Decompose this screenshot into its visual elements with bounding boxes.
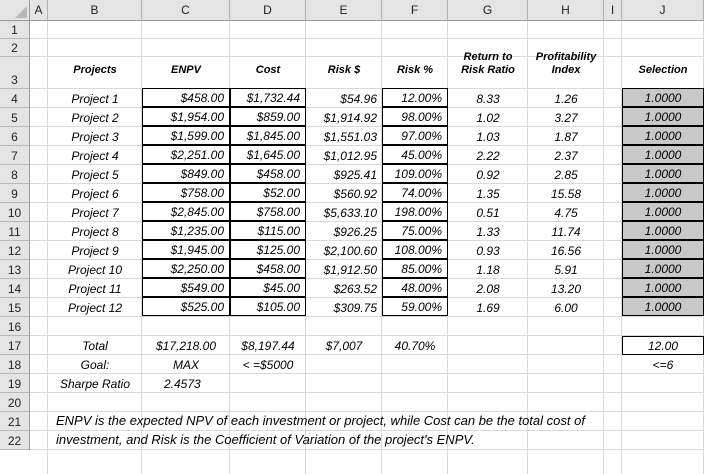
row-header-18[interactable]: 18 <box>0 355 30 374</box>
return-to-risk-ratio-cell[interactable]: 0.93 <box>476 243 500 258</box>
cost-cell[interactable]: $1,645.00 <box>230 145 306 164</box>
profitability-index-cell[interactable]: 15.58 <box>550 186 582 201</box>
enpv-cell[interactable]: $525.00 <box>142 297 230 316</box>
risk-dollar-cell[interactable]: $560.92 <box>333 186 377 201</box>
total-cost[interactable]: $8,197.44 <box>241 338 295 353</box>
risk-pct-cell[interactable]: 75.00% <box>382 221 448 240</box>
profitability-index-cell[interactable]: 5.91 <box>554 262 578 277</box>
risk-pct-cell[interactable]: 74.00% <box>382 183 448 202</box>
risk-pct-cell[interactable]: 48.00% <box>382 278 448 297</box>
gridline-horizontal <box>30 449 704 450</box>
project-name-cell[interactable]: Project 7 <box>71 205 119 220</box>
gridline-horizontal <box>30 411 704 412</box>
row-header-16[interactable]: 16 <box>0 317 30 336</box>
risk-dollar-cell[interactable]: $263.52 <box>333 281 377 296</box>
header-selection[interactable]: Selection <box>638 64 688 76</box>
column-header-j[interactable]: J <box>622 0 704 21</box>
selection-cell[interactable]: 1.0000 <box>622 164 704 183</box>
risk-dollar-cell[interactable]: $1,551.03 <box>323 129 377 144</box>
selection-cell[interactable]: 1.0000 <box>622 202 704 221</box>
header-return-to-risk-ratio[interactable] <box>448 41 528 87</box>
risk-pct-cell[interactable]: 109.00% <box>382 164 448 183</box>
project-name-cell[interactable]: Project 3 <box>71 129 119 144</box>
project-name-cell[interactable]: Project 9 <box>71 243 119 258</box>
return-to-risk-ratio-cell[interactable]: 1.18 <box>476 262 500 277</box>
risk-pct-cell[interactable]: 59.00% <box>382 297 448 316</box>
return-to-risk-ratio-cell[interactable]: 1.02 <box>476 110 500 125</box>
cost-cell[interactable]: $758.00 <box>230 202 306 221</box>
row-header-3[interactable]: 3 <box>0 57 30 89</box>
enpv-cell[interactable]: $549.00 <box>142 278 230 297</box>
profitability-index-cell[interactable]: 1.26 <box>554 91 578 106</box>
select-all-corner[interactable] <box>0 0 30 21</box>
project-name-cell[interactable]: Project 2 <box>71 110 119 125</box>
column-header-f[interactable]: F <box>382 0 448 21</box>
row-header-21[interactable]: 21 <box>0 412 30 431</box>
project-name-cell[interactable]: Project 10 <box>67 262 123 277</box>
header-profitability-index-line1: Profitability <box>535 51 597 63</box>
header-risk-pct[interactable]: Risk % <box>396 64 434 76</box>
profitability-index-cell[interactable]: 16.56 <box>550 243 582 258</box>
cost-cell[interactable]: $1,845.00 <box>230 126 306 145</box>
return-to-risk-ratio-cell[interactable]: 1.69 <box>476 300 500 315</box>
row-header-14[interactable]: 14 <box>0 279 30 298</box>
row-header-9[interactable]: 9 <box>0 184 30 203</box>
goal-label[interactable]: Goal: <box>80 357 110 372</box>
profitability-index-cell[interactable]: 2.85 <box>554 167 578 182</box>
enpv-cell[interactable]: $2,250.00 <box>142 259 230 278</box>
enpv-cell[interactable]: $758.00 <box>142 183 230 202</box>
selection-cell[interactable]: 1.0000 <box>622 240 704 259</box>
header-profitability-index-line2: Index <box>551 64 581 76</box>
project-name-cell[interactable]: Project 4 <box>71 148 119 163</box>
cost-cell[interactable]: $105.00 <box>230 297 306 316</box>
column-header-e[interactable]: E <box>306 0 382 21</box>
note-line-2: investment, and Risk is the Coefficient of Variation of the project's ENPV. <box>56 432 475 447</box>
total-risk-pct[interactable]: 40.70% <box>394 338 436 353</box>
risk-pct-cell[interactable]: 108.00% <box>382 240 448 259</box>
profitability-index-cell[interactable]: 3.27 <box>554 110 578 125</box>
row-header-11[interactable]: 11 <box>0 222 30 241</box>
enpv-cell[interactable]: $849.00 <box>142 164 230 183</box>
total-selection[interactable]: 12.00 <box>622 336 704 355</box>
return-to-risk-ratio-cell[interactable]: 2.08 <box>476 281 500 296</box>
enpv-cell[interactable]: $458.00 <box>142 88 230 107</box>
row-header-10[interactable]: 10 <box>0 203 30 222</box>
risk-dollar-cell[interactable]: $1,914.92 <box>323 110 377 125</box>
risk-dollar-cell[interactable]: $1,012.95 <box>323 148 377 163</box>
risk-pct-cell[interactable]: 12.00% <box>382 88 448 107</box>
row-header-20[interactable]: 20 <box>0 393 30 412</box>
column-header-h[interactable]: H <box>528 0 604 21</box>
project-name-cell[interactable]: Project 12 <box>67 300 123 315</box>
cost-cell[interactable]: $45.00 <box>230 278 306 297</box>
cost-cell[interactable]: $1,732.44 <box>230 88 306 107</box>
cost-cell[interactable]: $125.00 <box>230 240 306 259</box>
enpv-cell[interactable]: $1,235.00 <box>142 221 230 240</box>
return-to-risk-ratio-cell[interactable]: 2.22 <box>476 148 500 163</box>
column-header-b[interactable]: B <box>48 0 142 21</box>
profitability-index-cell[interactable]: 1.87 <box>554 129 578 144</box>
total-label[interactable]: Total <box>82 338 108 353</box>
row-header-22[interactable]: 22 <box>0 431 30 450</box>
risk-dollar-cell[interactable]: $925.41 <box>333 167 377 182</box>
row-header-12[interactable]: 12 <box>0 241 30 260</box>
enpv-cell[interactable]: $1,954.00 <box>142 107 230 126</box>
header-profitability-index[interactable] <box>528 41 604 87</box>
selection-cell[interactable]: 1.0000 <box>622 88 704 107</box>
note-line-1: ENPV is the expected NPV of each investment or project, while Cost can be the total cost of <box>56 413 585 428</box>
row-header-19[interactable]: 19 <box>0 374 30 393</box>
row-header-15[interactable]: 15 <box>0 298 30 317</box>
cost-cell[interactable]: $52.00 <box>230 183 306 202</box>
project-name-cell[interactable]: Project 8 <box>71 224 119 239</box>
row-header-6[interactable]: 6 <box>0 127 30 146</box>
project-name-cell[interactable]: Project 5 <box>71 167 119 182</box>
profitability-index-cell[interactable]: 6.00 <box>554 300 578 315</box>
total-risk-dollar[interactable]: $7,007 <box>325 338 363 353</box>
header-return-to-risk-ratio-line2: Risk Ratio <box>461 64 515 76</box>
row-header-8[interactable]: 8 <box>0 165 30 184</box>
return-to-risk-ratio-cell[interactable]: 1.03 <box>476 129 500 144</box>
row-header-4[interactable]: 4 <box>0 89 30 108</box>
column-header-i[interactable]: I <box>604 0 622 21</box>
column-header-a[interactable]: A <box>30 0 48 21</box>
row-header-13[interactable]: 13 <box>0 260 30 279</box>
gridline-horizontal <box>30 430 704 431</box>
select-all-triangle-icon <box>15 6 27 18</box>
project-name-cell[interactable]: Project 11 <box>68 281 122 296</box>
selection-cell[interactable]: 1.0000 <box>622 221 704 240</box>
selection-cell[interactable]: 1.0000 <box>622 259 704 278</box>
project-name-cell[interactable]: Project 6 <box>71 186 119 201</box>
goal-enpv[interactable]: MAX <box>172 357 199 372</box>
risk-pct-cell[interactable]: 198.00% <box>382 202 448 221</box>
total-enpv[interactable]: $17,218.00 <box>155 338 217 353</box>
risk-dollar-cell[interactable]: $926.25 <box>333 224 377 239</box>
risk-pct-cell[interactable]: 97.00% <box>382 126 448 145</box>
risk-dollar-cell[interactable]: $54.96 <box>340 91 377 106</box>
profitability-index-cell[interactable]: 11.74 <box>551 224 581 239</box>
risk-pct-cell[interactable]: 45.00% <box>382 145 448 164</box>
sharpe-ratio-value[interactable]: 2.4573 <box>164 376 201 391</box>
goal-selection[interactable]: <=6 <box>652 357 674 372</box>
row-header-2[interactable]: 2 <box>0 39 30 57</box>
selection-cell[interactable]: 1.0000 <box>622 107 704 126</box>
selection-cell[interactable]: 1.0000 <box>622 126 704 145</box>
row-header-1[interactable]: 1 <box>0 21 30 39</box>
risk-dollar-cell[interactable]: $1,912.50 <box>323 262 377 277</box>
selection-cell[interactable]: 1.0000 <box>622 297 704 316</box>
goal-cost[interactable]: < =$5000 <box>242 357 294 372</box>
sharpe-ratio-label[interactable]: Sharpe Ratio <box>59 376 131 391</box>
header-projects[interactable]: Projects <box>73 64 117 76</box>
risk-pct-cell[interactable]: 98.00% <box>382 107 448 126</box>
column-header-d[interactable]: D <box>230 0 306 21</box>
cost-cell[interactable]: $458.00 <box>230 164 306 183</box>
enpv-cell[interactable]: $1,599.00 <box>142 126 230 145</box>
risk-dollar-cell[interactable]: $5,633.10 <box>323 205 377 220</box>
enpv-cell[interactable]: $1,945.00 <box>142 240 230 259</box>
selection-cell[interactable]: 1.0000 <box>622 183 704 202</box>
profitability-index-cell[interactable]: 13.20 <box>550 281 582 296</box>
row-header-7[interactable]: 7 <box>0 146 30 165</box>
profitability-index-cell[interactable]: 4.75 <box>554 205 578 220</box>
enpv-cell[interactable]: $2,845.00 <box>142 202 230 221</box>
return-to-risk-ratio-cell[interactable]: 0.51 <box>476 205 500 220</box>
risk-pct-cell[interactable]: 85.00% <box>382 259 448 278</box>
return-to-risk-ratio-cell[interactable]: 1.33 <box>476 224 500 239</box>
return-to-risk-ratio-cell[interactable]: 8.33 <box>476 91 500 106</box>
profitability-index-cell[interactable]: 2.37 <box>554 148 578 163</box>
enpv-cell[interactable]: $2,251.00 <box>142 145 230 164</box>
selection-cell[interactable]: 1.0000 <box>622 145 704 164</box>
return-to-risk-ratio-cell[interactable]: 1.35 <box>476 186 500 201</box>
row-header-17[interactable]: 17 <box>0 336 30 355</box>
project-name-cell[interactable]: Project 1 <box>71 91 119 106</box>
cost-cell[interactable]: $859.00 <box>230 107 306 126</box>
selection-cell[interactable]: 1.0000 <box>622 278 704 297</box>
row-header-5[interactable]: 5 <box>0 108 30 127</box>
header-return-to-risk-ratio-line1: Return to <box>463 51 513 63</box>
cost-cell[interactable]: $115.00 <box>230 221 306 240</box>
risk-dollar-cell[interactable]: $2,100.60 <box>323 243 377 258</box>
cost-cell[interactable]: $458.00 <box>230 259 306 278</box>
header-cost[interactable]: Cost <box>255 64 281 76</box>
column-header-g[interactable]: G <box>448 0 528 21</box>
column-header-c[interactable]: C <box>142 0 230 21</box>
gridline-horizontal <box>30 38 704 39</box>
header-risk-dollar[interactable]: Risk $ <box>327 64 361 76</box>
risk-dollar-cell[interactable]: $309.75 <box>333 300 377 315</box>
header-enpv[interactable]: ENPV <box>171 64 201 76</box>
return-to-risk-ratio-cell[interactable]: 0.92 <box>476 167 500 182</box>
